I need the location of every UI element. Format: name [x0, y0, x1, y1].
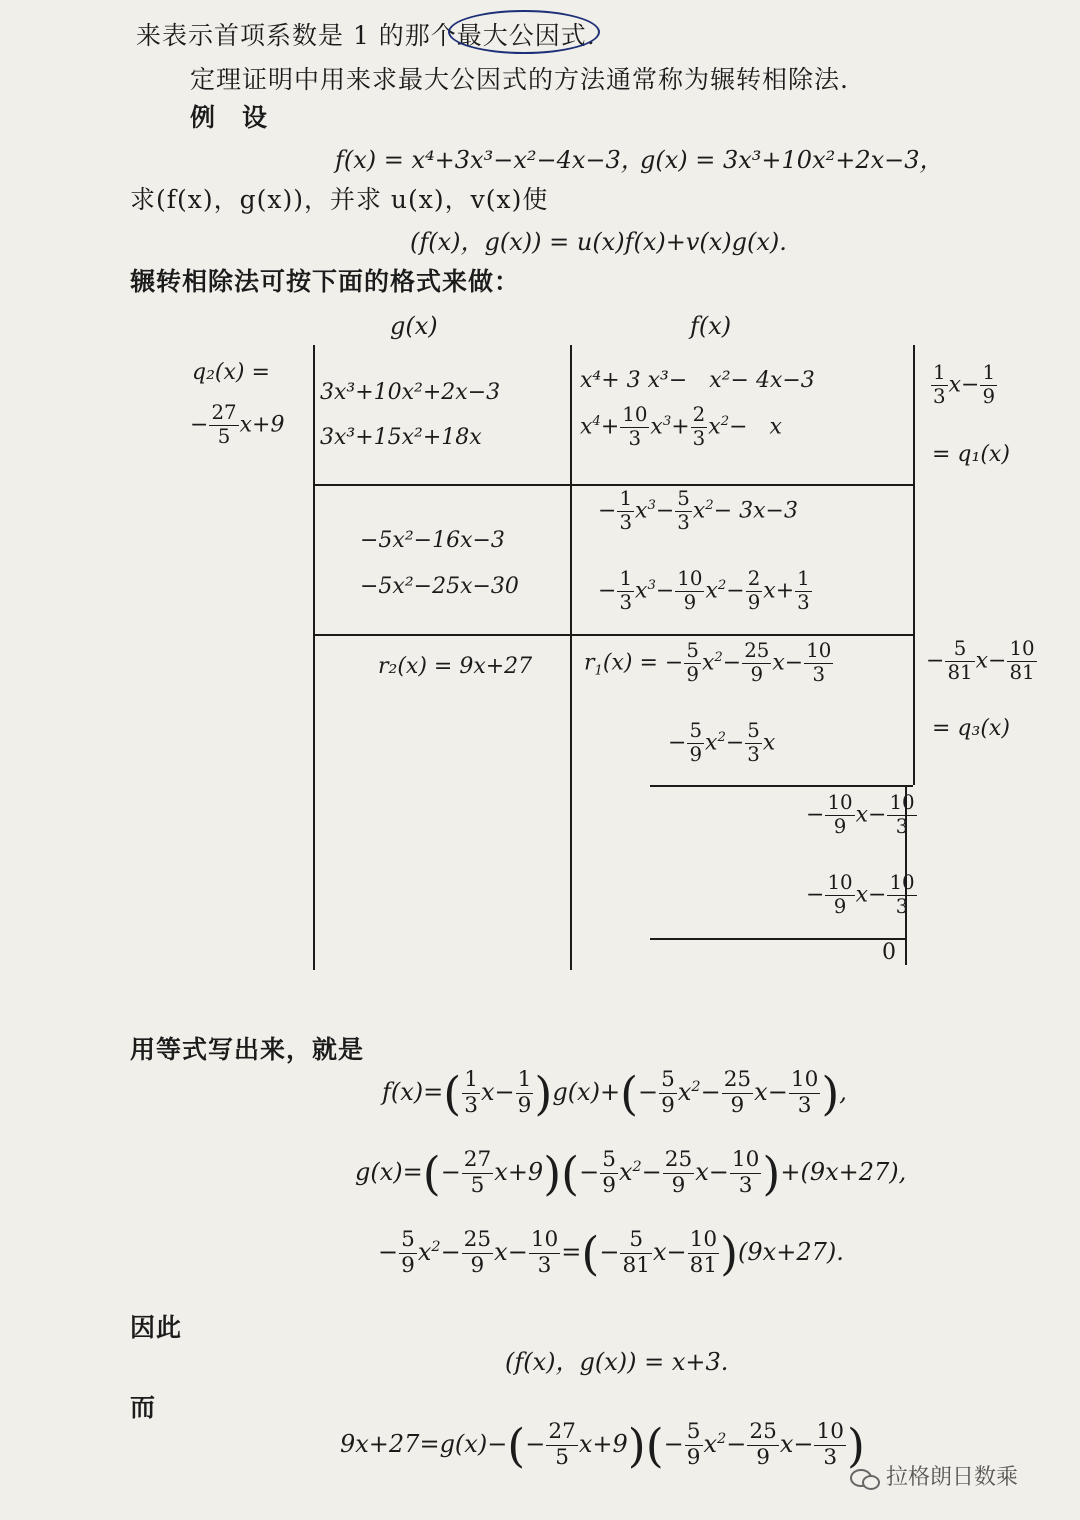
- f-row-1: x⁴+ 3 x³− x²− 4x−3: [580, 368, 815, 393]
- f-row-7: − $\frac{10}{9}$ x− $\frac{10}{3}$: [806, 791, 915, 838]
- q3-value: − $\frac{5}{81}$ x− $\frac{10}{81}$: [926, 637, 1035, 684]
- g-definition: g(x) = 3x³+10x²+2x−3，: [640, 146, 944, 174]
- gcd-result: (f(x)，g(x)) = x+3.: [505, 1348, 729, 1376]
- r2-remainder: r₂(x) = 9x+27: [378, 654, 533, 679]
- g-row-3: −5x²−16x−3: [360, 528, 505, 553]
- g-row-4: −5x²−25x−30: [360, 574, 519, 599]
- final-remainder-zero: 0: [882, 940, 896, 965]
- table-head-f: f(x): [690, 312, 732, 340]
- watermark-text: 拉格朗日数乘: [886, 1465, 1019, 1490]
- r1-remainder: $r_1(x)$ = − $\frac{5}{9}$ $x^2-$ $\frac{25}{9}$ x− $\frac{10}{3}$: [584, 639, 832, 686]
- f-row-3: − $\frac{1}{3}$ $x^3-$ $\frac{5}{3}$ $x^2- 3x-3$: [598, 487, 798, 534]
- f-row-8: − $\frac{10}{9}$ x− $\frac{10}{3}$: [806, 871, 915, 918]
- therefore-label: 因此: [130, 1313, 183, 1342]
- format-line: 辗转相除法可按下面的格式来做：: [130, 267, 521, 296]
- equation-r1: − $\frac{5}{9}$ $x^2-$ $\frac{25}{9}$ x− $\frac{10}{3}$ =(− $\frac{5}{81}$ x− $\frac{10}{81}$ )(9x+27).: [378, 1226, 844, 1281]
- write-as-line: 用等式写出来，就是: [130, 1035, 365, 1064]
- f-row-6: − $\frac{5}{9}$ $x^2-$ $\frac{5}{3}$ x: [668, 719, 776, 766]
- table-head-g: g(x): [390, 312, 438, 340]
- watermark: [850, 1460, 1018, 1491]
- table-rule-left: [313, 345, 315, 970]
- g-row-1: 3x³+10x²+2x−3: [320, 380, 501, 405]
- q2-value: − $\frac{27}{5}$ x+9: [190, 401, 285, 448]
- f-row-4: − $\frac{1}{3}$ $x^3-$ $\frac{10}{9}$ $x^2-$ $\frac{2}{9}$ x+ $\frac{1}{3}$: [598, 567, 810, 614]
- equation-g: g(x)=(− $\frac{27}{5}$ x+9)(− $\frac{5}{9}$ $x^2-$ $\frac{25}{9}$ x− $\frac{10}{3}$ )+(9x+27),: [355, 1146, 907, 1201]
- q1-value: $\frac{1}{3}$ x− $\frac{1}{9}$: [933, 361, 996, 408]
- table-rule-mid: [570, 345, 572, 970]
- q2-label: q₂(x) =: [192, 360, 270, 385]
- example-ask: 求(f(x)，g(x))，并求 u(x)，v(x)使: [130, 185, 549, 214]
- table-rule-sub2: [650, 938, 907, 940]
- table-rule-right: [913, 345, 915, 785]
- table-rule-row2: [313, 634, 915, 636]
- equation-9x27: 9x+27=g(x)−(− $\frac{27}{5}$ x+9)(− $\frac{5}{9}$ $x^2-$ $\frac{25}{9}$ x− $\frac{10}{3}$ ): [340, 1418, 865, 1473]
- intro-line-2: 定理证明中用来求最大公因式的方法通常称为辗转相除法.: [190, 65, 849, 94]
- equation-f: f(x)=( $\frac{1}{3}$ x− $\frac{1}{9}$ )g(x)+(− $\frac{5}{9}$ $x^2-$ $\frac{25}{9}$ x− $\frac{10}{3}$ ),: [382, 1066, 847, 1121]
- wechat-icon: [850, 1467, 880, 1489]
- g-row-2: 3x³+15x²+18x: [320, 425, 482, 450]
- q1-label: = q₁(x): [932, 442, 1010, 467]
- and-label: 而: [130, 1393, 157, 1422]
- f-definition: f(x) = x⁴+3x³−x²−4x−3，: [335, 146, 645, 174]
- f-row-2: $x^4+$ $\frac{10}{3}$ $x^3+$ $\frac{2}{3}$ $x^2-$ x: [580, 403, 782, 450]
- q2-value-rest: x+9: [239, 412, 285, 438]
- table-rule-sub1: [650, 785, 913, 787]
- example-label: 例 设: [190, 103, 269, 132]
- q3-label: = q₃(x): [932, 716, 1010, 741]
- pen-circle-annotation: [448, 10, 600, 54]
- target-identity: (f(x)，g(x)) = u(x)f(x)+v(x)g(x).: [410, 228, 787, 256]
- table-rule-row1: [313, 484, 915, 486]
- intro-line-1: 来表示首项系数是 1 的那个最大公因式.: [136, 21, 596, 50]
